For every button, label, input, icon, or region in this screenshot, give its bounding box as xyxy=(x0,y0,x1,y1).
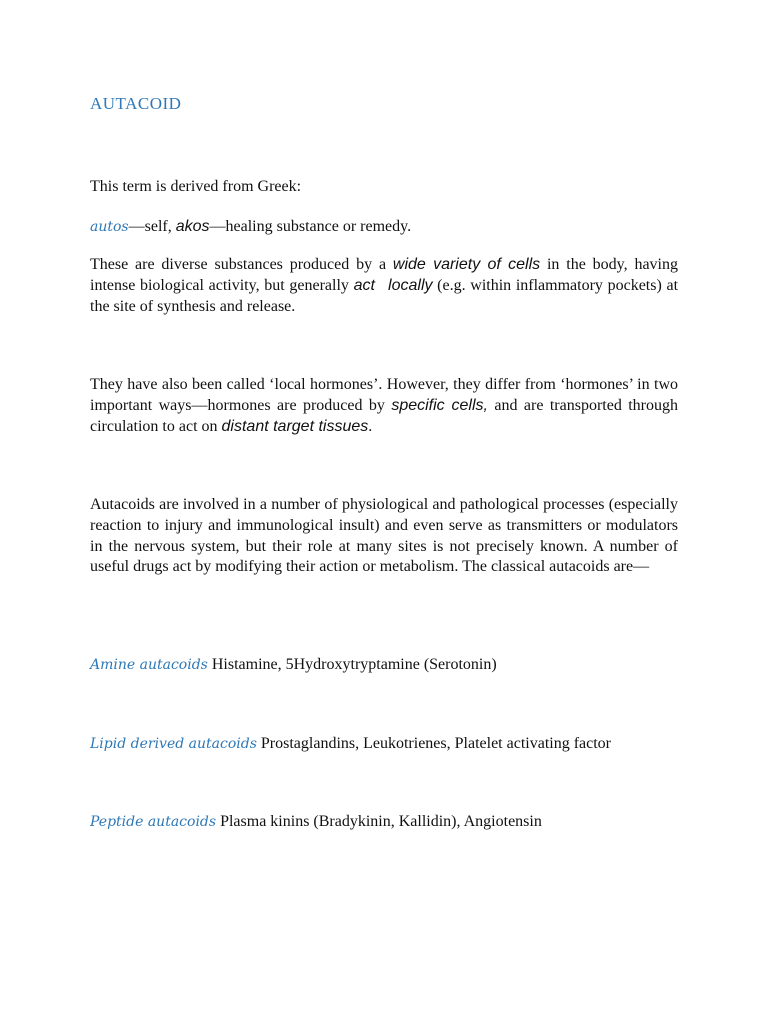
etymology-text-1: —self, xyxy=(128,218,176,235)
hormones-text-3: . xyxy=(368,417,373,435)
definition-paragraph xyxy=(90,255,678,317)
hormones-emphasis-tissues: distant target tissues xyxy=(221,417,369,435)
intro-paragraph xyxy=(90,177,678,198)
hormones-emphasis-cells: specific cells, xyxy=(391,396,488,414)
hormones-text-1: They have also been called ‘local hormones’. However, they differ from ‘hormones’ in two important ways—hormones are produced by xyxy=(90,376,678,414)
definition-text-1: These are diverse substances produced by a xyxy=(90,256,393,273)
etymology-paragraph xyxy=(90,217,678,238)
definition-text-2: in the body, having intense biological activity, but generally xyxy=(90,256,679,294)
class-label-amine: Amine autacoids xyxy=(90,657,208,673)
class-items-peptide: Plasma kinins (Bradykinin, Kallidin), Angiotensin xyxy=(216,813,542,830)
processes-paragraph xyxy=(90,495,678,578)
processes-text: Autacoids are involved in a number of physiological and pathological processes (especially reaction to injury and immunological insult) and even serve as transmitters or modulators in the nervous system, but their role at many sites is not precisely known. A number of useful drugs act by modifying their action or metabolism. The classical autacoids are— xyxy=(90,496,678,576)
class-lipid xyxy=(90,734,678,755)
class-label-peptide: Peptide autacoids xyxy=(90,814,217,830)
class-amine xyxy=(90,655,678,676)
class-items-amine: Histamine, 5Hydroxytryptamine (Serotonin) xyxy=(207,656,497,673)
etymology-term-akos: akos xyxy=(175,218,210,235)
definition-emphasis-cells: wide variety of cells xyxy=(392,256,541,273)
hormones-paragraph xyxy=(90,375,678,437)
class-items-lipid: Prostaglandins, Leukotrienes, Platelet activating factor xyxy=(256,735,612,752)
etymology-text-2: —healing substance or remedy. xyxy=(209,218,412,235)
intro-text: This term is derived from Greek: xyxy=(90,178,302,195)
definition-emphasis-locally: act locally xyxy=(353,276,433,294)
etymology-term-autos: autos xyxy=(90,219,129,235)
definition-text-3: (e.g. within inflammatory pockets) at the site of synthesis and release. xyxy=(90,276,679,315)
hormones-text-2: and are transported through circulation to act on xyxy=(90,396,679,435)
page-title: AUTACOID xyxy=(90,94,182,113)
class-label-lipid: Lipid derived autacoids xyxy=(90,736,257,752)
class-peptide xyxy=(90,812,678,833)
